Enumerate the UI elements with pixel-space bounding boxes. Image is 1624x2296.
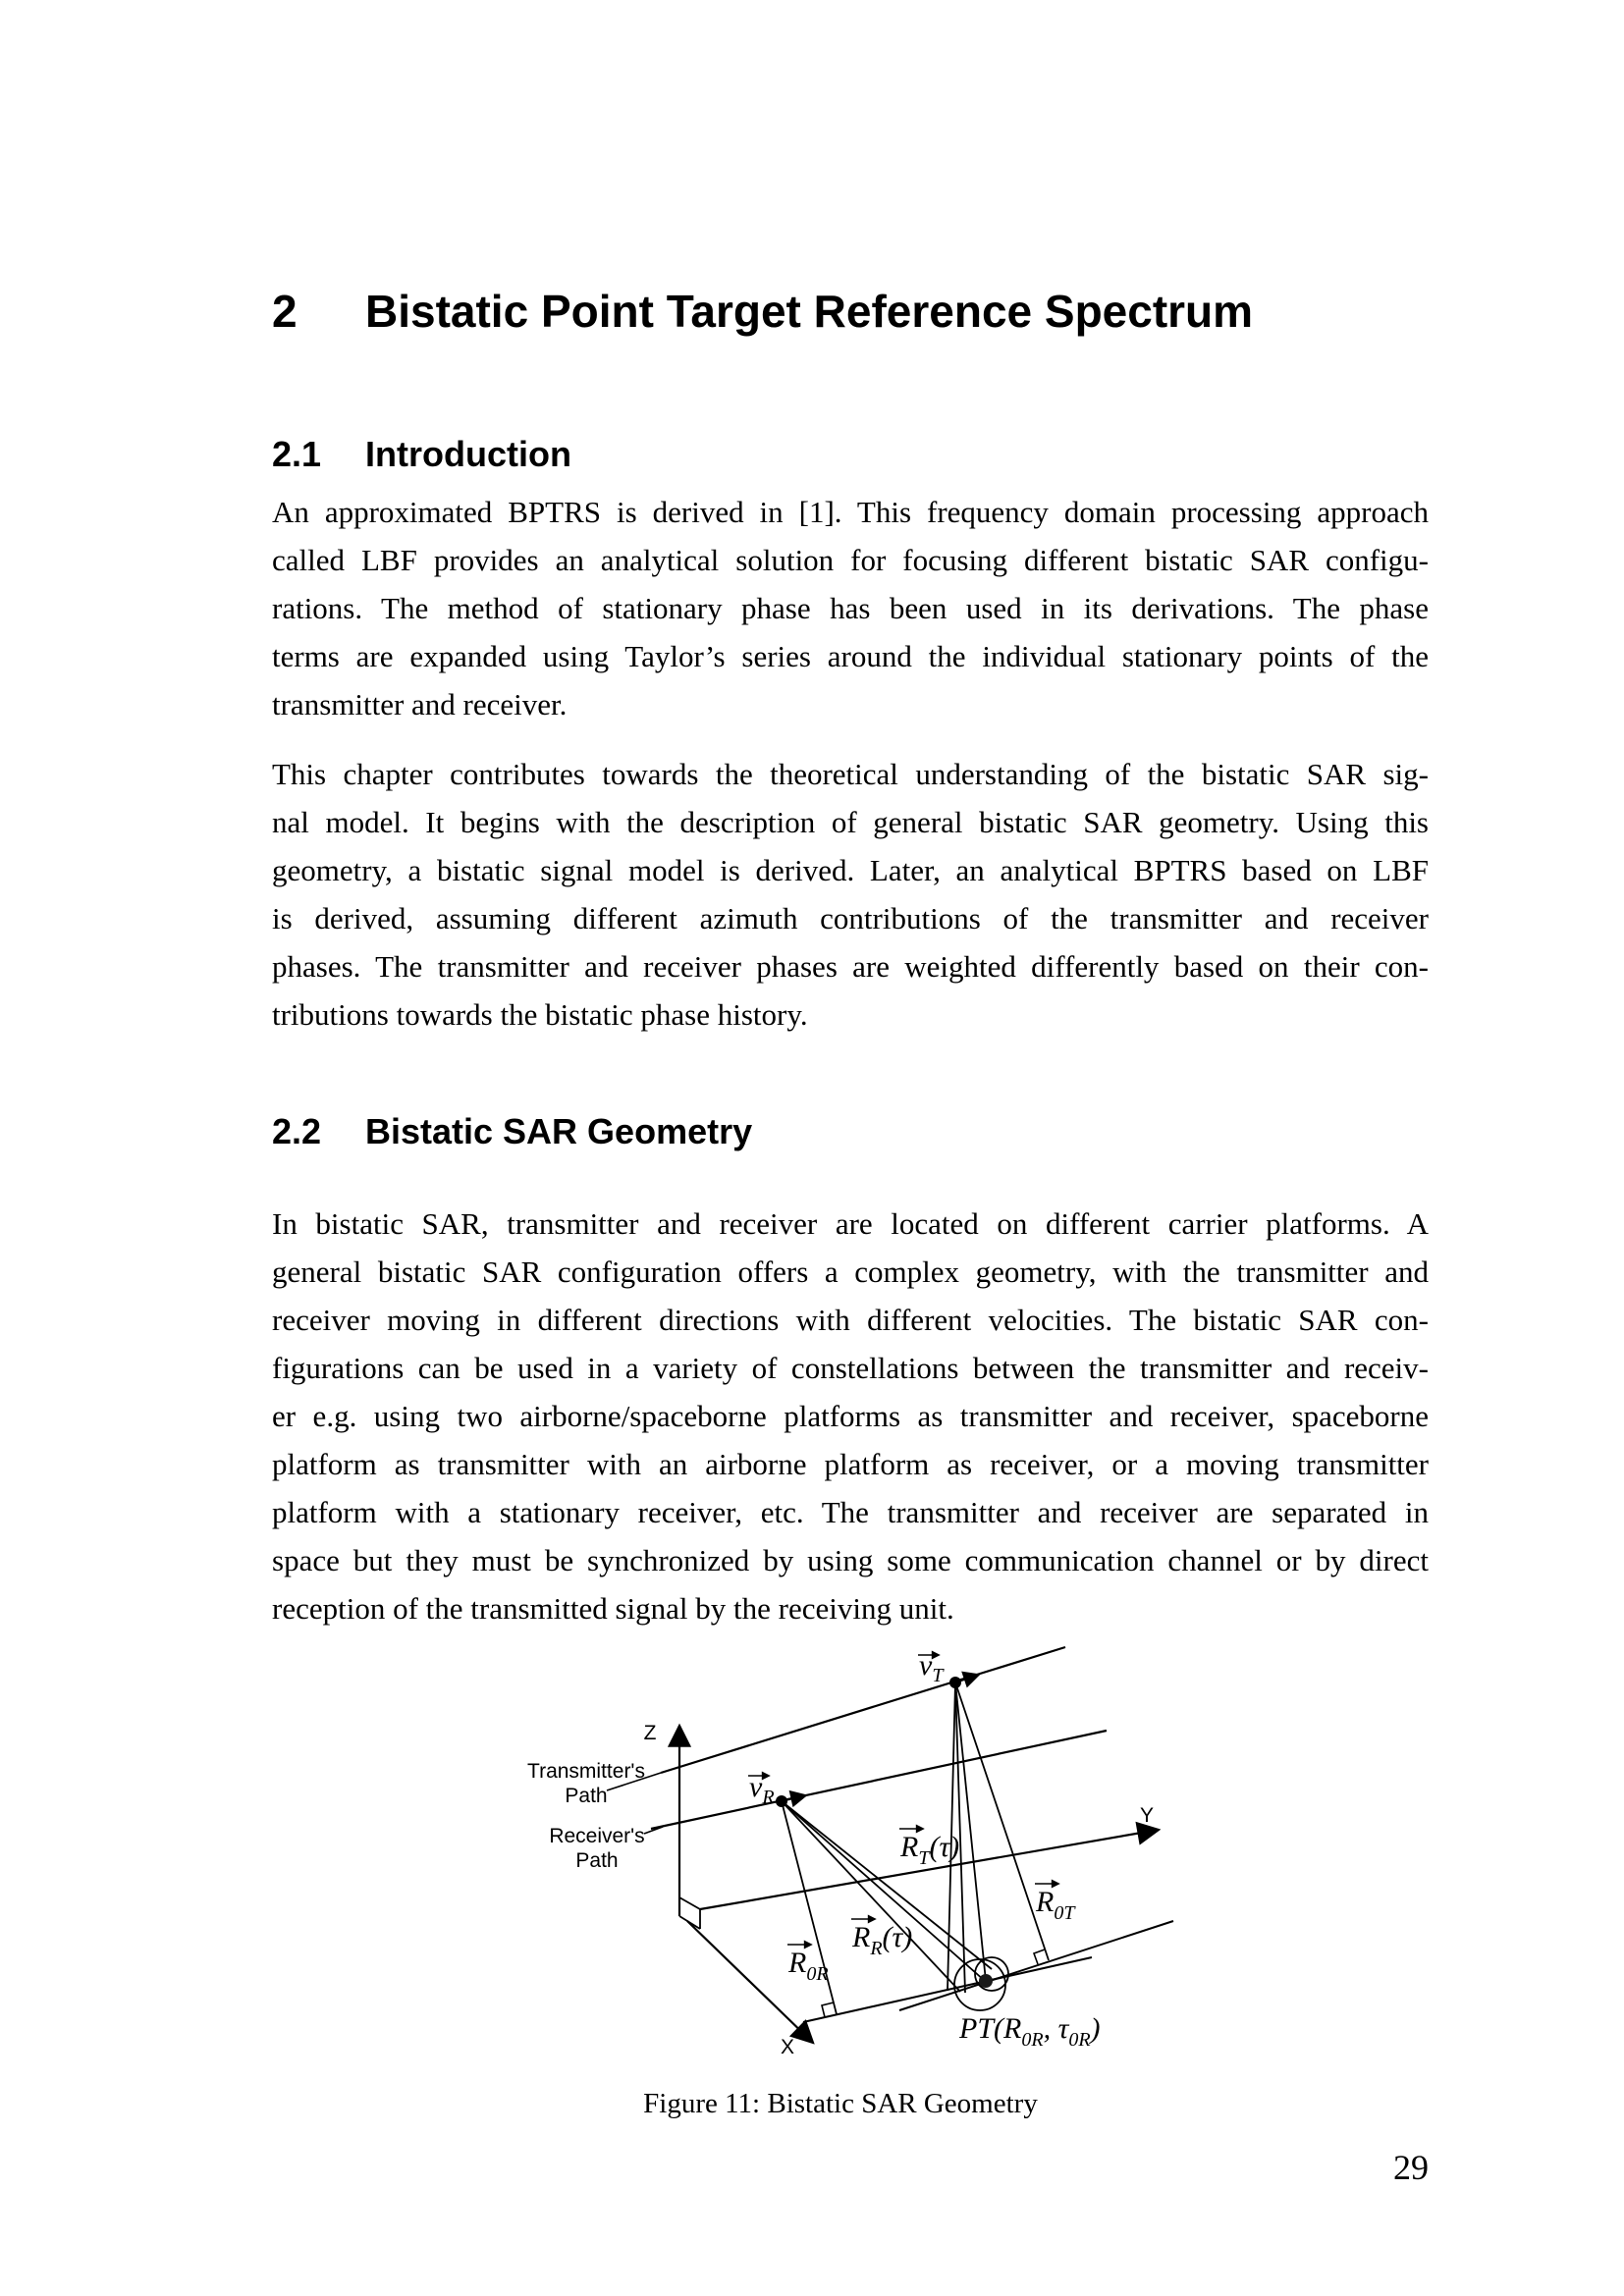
receiver-path-label-2: Path [575,1849,619,1872]
body-line: er e.g. using two airborne/spaceborne platforms as transmitter and receiver, spaceborne [272,1399,1429,1433]
paragraph-3 [272,1200,1429,1632]
paragraph-1 [272,488,1429,728]
chapter-title: Bistatic Point Target Reference Spectrum [365,286,1254,337]
figure-caption: Figure 11: Bistatic SAR Geometry [643,2088,1038,2119]
body-line: platform as transmitter with an airborne platform as receiver, or a moving transmitter [272,1447,1429,1481]
math-base: R [900,1831,919,1863]
math-sub: 0R [1021,2029,1044,2051]
receiver-velocity-label [749,1771,775,1808]
body-line: terms are expanded using Taylor’s series around the individual stationary points of the [272,639,1429,673]
paragraph-2 [272,750,1429,1039]
body-line: figurations can be used in a variety of constellations between the transmitter and receiv- [272,1351,1429,1385]
body-line: general bistatic SAR configuration offers a complex geometry, with the transmitter and [272,1255,1429,1289]
math-tail: (τ) [882,1921,913,1953]
body-line: space but they must be synchronized by using some communication channel or by direct [272,1543,1429,1577]
receiver-path-label: Receiver's [549,1825,645,1847]
math-sub: T [918,1847,930,1869]
transmitter-path-label-2: Path [565,1785,608,1807]
body-line: called LBF provides an analytical solution for focusing different bistatic SAR configu- [272,543,1429,577]
math-base: v [749,1771,763,1803]
transmitter-path-label: Transmitter's [527,1760,645,1783]
math-base: R [852,1921,871,1953]
math-paren: ) [1090,2012,1101,2045]
section-2-2-heading [272,1112,1429,1151]
body-line: tributions towards the bistatic phase history. [272,997,808,1032]
transmitter-ground-line [899,1921,1173,2010]
page-number: 29 [1393,2148,1429,2187]
receiver-closest-range-label [787,1947,829,1985]
math-paren: (R [994,2012,1022,2045]
body-line: reception of the transmitted signal by the receiving unit. [272,1591,954,1626]
transmitter-path-line [661,1647,1065,1773]
section-2-2-title: Bistatic SAR Geometry [365,1111,753,1151]
body-line: In bistatic SAR, transmitter and receiver are located on different carrier platforms. A [272,1206,1429,1241]
receiver-velocity-arrow [785,1795,806,1800]
math-base: v [919,1649,933,1682]
body-line: An approximated BPTRS is derived in [1]. This frequency domain processing approach [272,495,1429,529]
point-target-label [958,2012,1101,2051]
body-line: is derived, assuming different azimuth contributions of the transmitter and receiver [272,901,1429,935]
section-2-2-number: 2.2 [272,1111,322,1151]
transmitter-velocity-arrow [958,1675,979,1682]
x-axis-label: X [780,2036,795,2058]
chapter-number: 2 [272,286,298,337]
transmitter-closest-range-label [1035,1886,1076,1924]
z-axis-label: Z [643,1722,657,1744]
body-line: rations. The method of stationary phase has been used in its derivations. The phase [272,591,1429,625]
body-line: geometry, a bistatic signal model is derived. Later, an analytical BPTRS based on LBF [272,853,1429,887]
math-sub: 0R [806,1963,829,1985]
receiver-range-label [851,1921,912,1959]
body-line: nal model. It begins with the description of general bistatic SAR geometry. Using this [272,805,1429,839]
math-sub: 0T [1054,1902,1075,1924]
math-tail: (τ) [929,1831,960,1863]
right-angle-mark-transmitter [1034,1949,1045,1964]
x-axis [687,1921,813,2043]
body-line: phases. The transmitter and receiver phases are weighted differently based on their con- [272,949,1429,984]
bistatic-sar-geometry-figure [525,1629,1183,2066]
body-line: receiver moving in different directions with different velocities. The bistatic SAR con- [272,1303,1429,1337]
section-2-1-title: Introduction [365,434,571,474]
math-sub: R [762,1787,775,1808]
transmitter-velocity-label [919,1649,945,1686]
chapter-heading [272,287,1429,336]
point-target-dot [979,1974,993,1988]
math-sub: R [870,1938,883,1959]
math-base: PT [959,2012,995,2045]
receiver-path-line [651,1731,1107,1829]
math-sub: 0R [1068,2029,1091,2051]
y-axis-label: Y [1139,1804,1155,1827]
math-mid: , τ [1043,2012,1069,2045]
body-line: transmitter and receiver. [272,687,568,721]
body-line: This chapter contributes towards the theoretical understanding of the bistatic SAR sig- [272,757,1429,791]
body-line: platform with a stationary receiver, etc. The transmitter and receiver are separated in [272,1495,1429,1529]
receiver-range-line [782,1801,985,1981]
math-base: R [788,1947,807,1979]
section-2-1-number: 2.1 [272,434,322,474]
math-sub: T [932,1665,944,1686]
section-2-1-heading [272,435,1429,474]
math-base: R [1036,1886,1055,1918]
